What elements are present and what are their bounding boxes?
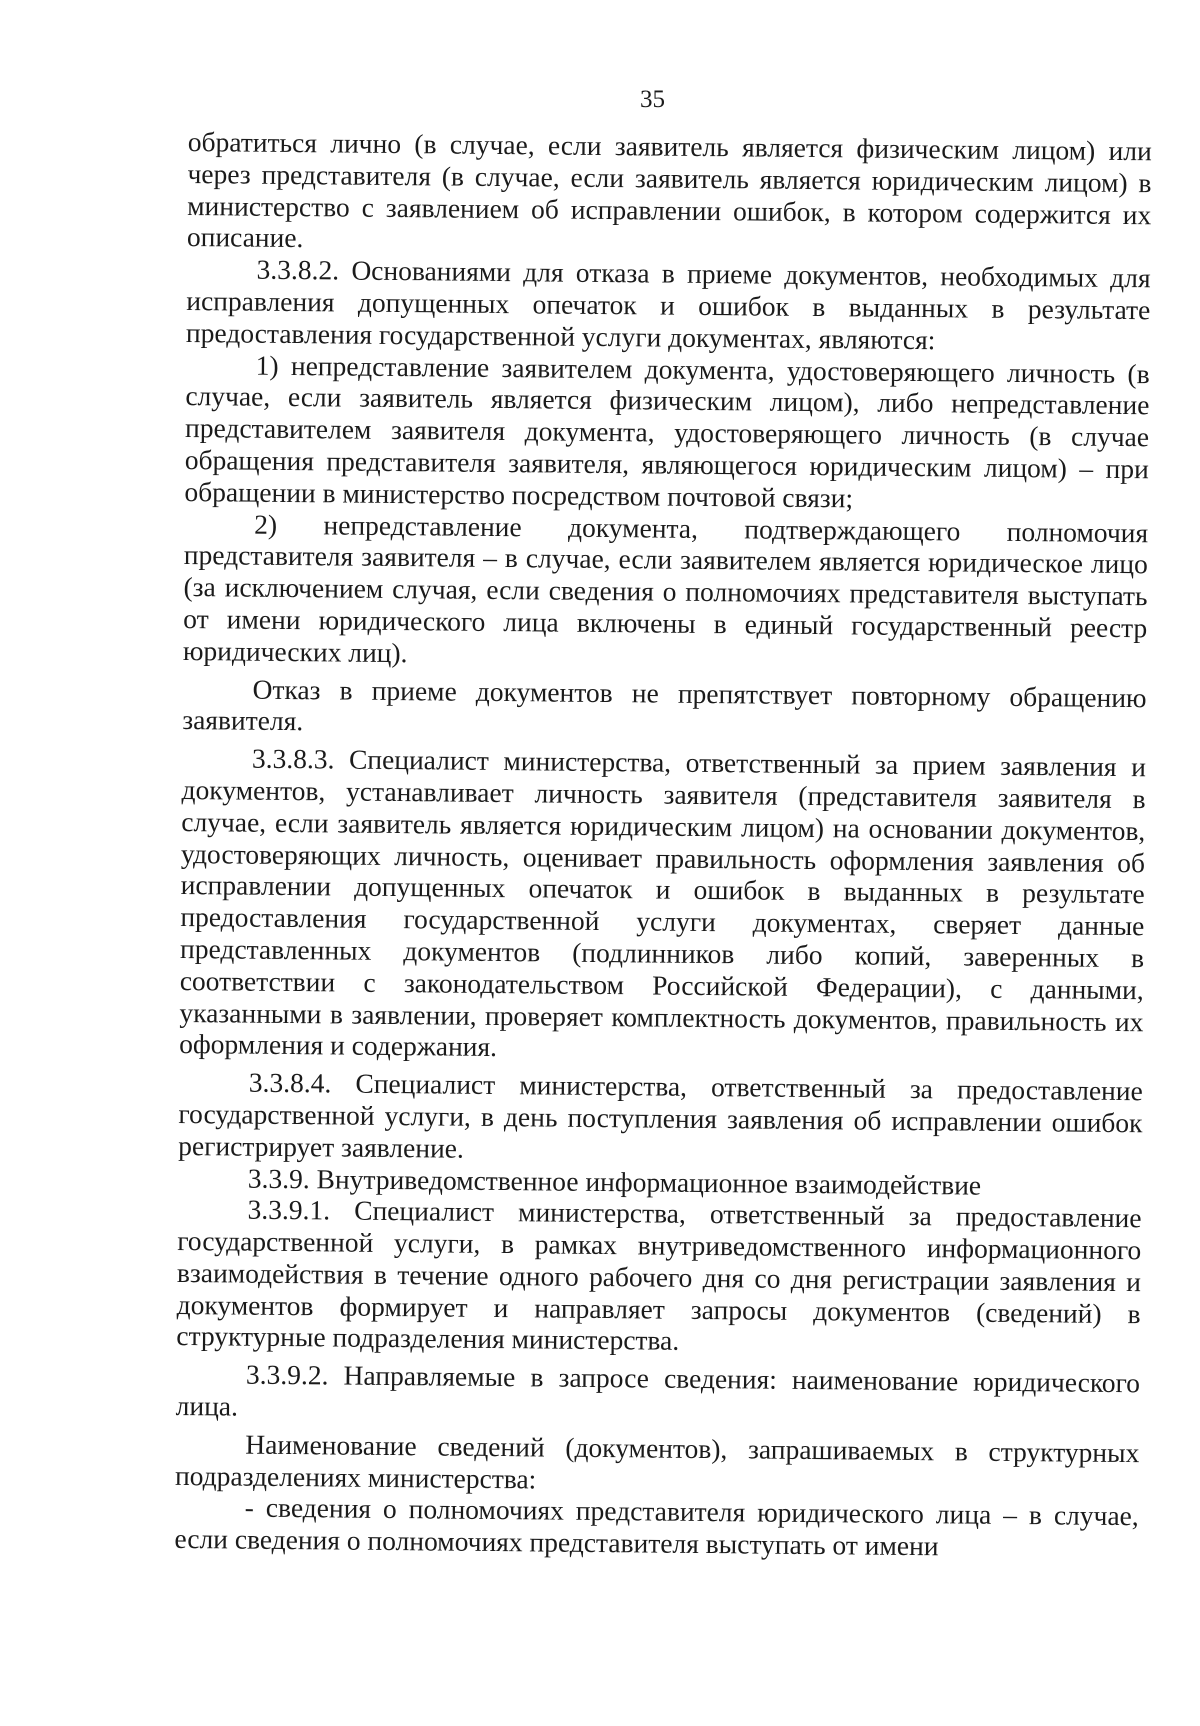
paragraph: 3.3.8.3. Специалист министерства, ответственный за прием заявления и документов, устанавливает личность заявителя (представителя заявителя в случае, если заявитель является юридическим лицом) на основании документов, удостоверяющих личность, оценивает правильность оформления заявления об исправлении допущенных опечаток и ошибок в выданных в результате предоставления государственной услуги документах, сверяет данные представленных документов (подлинников либо копий, заверенных в соответствии с законодательством Российской Федерации), с данными, указанными в заявлении, проверяет комплектность документов, правильность их оформления и содержания. bbox=[179, 742, 1147, 1063]
list-item: 1) непредставление заявителем документа, удостоверяющего личность (в случае, если заявитель является физическим лицом), либо непредставление представителем заявителя документа, удостоверяющего личность (в случае обращения представителя заявителя, являющегося юридическим лицом) – при обращении в министерство посредством почтовой связи; bbox=[184, 349, 1150, 514]
list-item: 2) непредставление документа, подтверждающего полномочия представителя заявителя – в случае, если заявителем является юридическое лицо (за исключением случая, если сведения о полномочиях представителя выступать от имени юридического лица включены в единый государственный реестр юридических лиц). bbox=[182, 508, 1149, 668]
document-body bbox=[174, 126, 1152, 1564]
paragraph: Наименование сведений (документов), запрашиваемых в структурных подразделениях министерства: bbox=[174, 1428, 1140, 1495]
paragraph: 3.3.8.4. Специалист министерства, ответственный за предоставление государственной услуги, в день поступления заявления об исправлении ошибок регистрирует заявление. bbox=[178, 1066, 1143, 1164]
paragraph: обратиться лично (в случае, если заявитель является физическим лицом) или через представителя (в случае, если заявитель является юридическим лицом) в министерство с заявлением об исправлении ошибок, в котором содержится их описание. bbox=[186, 126, 1152, 254]
section-heading: 3.3.9. Внутриведомственное информационное взаимодействие bbox=[247, 1162, 982, 1201]
page-number: 35 bbox=[640, 86, 665, 113]
paragraph: 3.3.9.1. Специалист министерства, ответственный за предоставление государственной услуги, в рамках внутриведомственного информационного взаимодействия в течение одного рабочего дня со дня регистрации заявления и документов формирует и направляет запросы документов (сведений) в структурные подразделения министерства. bbox=[176, 1193, 1142, 1357]
list-item: - сведения о полномочиях представителя юридического лица – в случае, если сведения о полномочиях представителя выступать от имени bbox=[174, 1492, 1139, 1562]
paragraph: 3.3.9.2. Направляемые в запросе сведения: наименование юридического лица. bbox=[175, 1358, 1141, 1422]
paragraph: Отказ в приеме документов не препятствует повторному обращению заявителя. bbox=[182, 673, 1147, 737]
paragraph: 3.3.8.2. Основаниями для отказа в приеме документов, необходимых для исправления допущенных опечаток и ошибок в выданных в результате предоставления государственной услуги документах, являются: bbox=[185, 253, 1151, 355]
